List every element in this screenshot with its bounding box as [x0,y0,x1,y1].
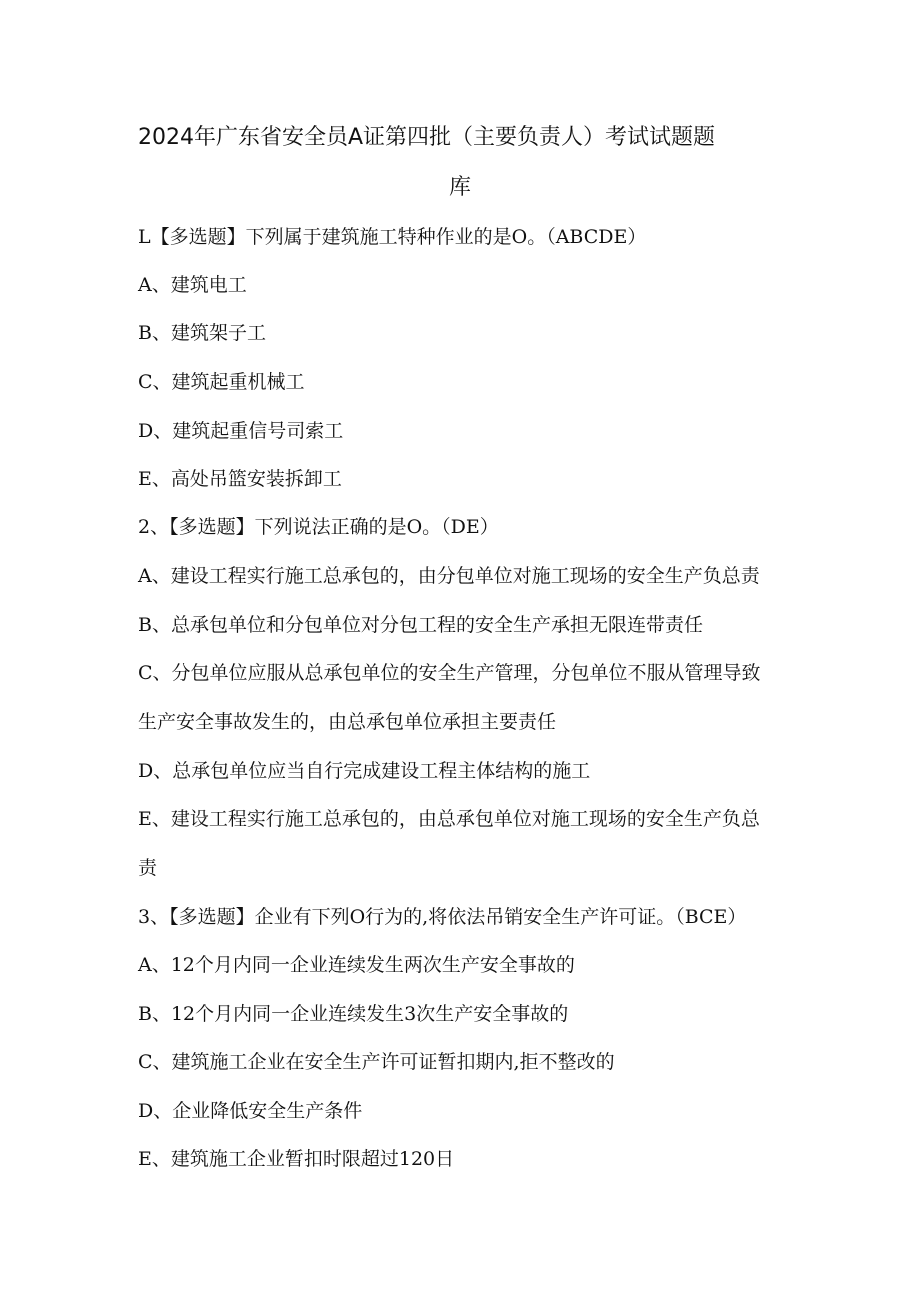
question-1-option-d: D、建筑起重信号司索工 [138,420,344,442]
question-2-option-e: E、建设工程实行施工总承包的，由总承包单位对施工现场的安全生产负总 [138,808,760,830]
question-2-option-e-cont: 责 [138,857,158,879]
question-1-option-b: B、建筑架子工 [138,322,266,344]
question-2-option-b: B、总承包单位和分包单位对分包工程的安全生产承担无限连带责任 [138,614,703,636]
question-3-stem: 3、【多选题】企业有下列O行为的,将依法吊销安全生产许可证。（BCE） [138,906,747,928]
question-2-option-a: A、建设工程实行施工总承包的，由分包单位对施工现场的安全生产负总责 [138,565,760,587]
question-3-option-b: B、12个月内同一企业连续发生3次生产安全事故的 [138,1003,569,1025]
question-3-option-d: D、企业降低安全生产条件 [138,1100,363,1122]
question-2-option-c: C、分包单位应服从总承包单位的安全生产管理，分包单位不服从管理导致 [138,662,761,684]
question-1-option-e: E、高处吊篮安装拆卸工 [138,468,342,490]
question-3-option-a: A、12个月内同一企业连续发生两次生产安全事故的 [138,954,575,976]
question-2-stem: 2、【多选题】下列说法正确的是O。（DE） [138,516,499,538]
question-1-stem: L【多选题】下列属于建筑施工特种作业的是O。（ABCDE） [138,226,647,248]
question-1-option-a: A、建筑电工 [138,274,247,296]
question-3-option-c: C、建筑施工企业在安全生产许可证暂扣期内,拒不整改的 [138,1051,615,1073]
document-title-line1: 2024年广东省安全员A证第四批（主要负责人）考试试题题 [138,125,716,150]
question-2-option-d: D、总承包单位应当自行完成建设工程主体结构的施工 [138,760,591,782]
document-title-line2: 库 [448,175,471,200]
question-2-option-c-cont: 生产安全事故发生的，由总承包单位承担主要责任 [138,711,557,733]
question-3-option-e: E、建筑施工企业暂扣时限超过120日 [138,1148,455,1170]
question-1-option-c: C、建筑起重机械工 [138,371,305,393]
